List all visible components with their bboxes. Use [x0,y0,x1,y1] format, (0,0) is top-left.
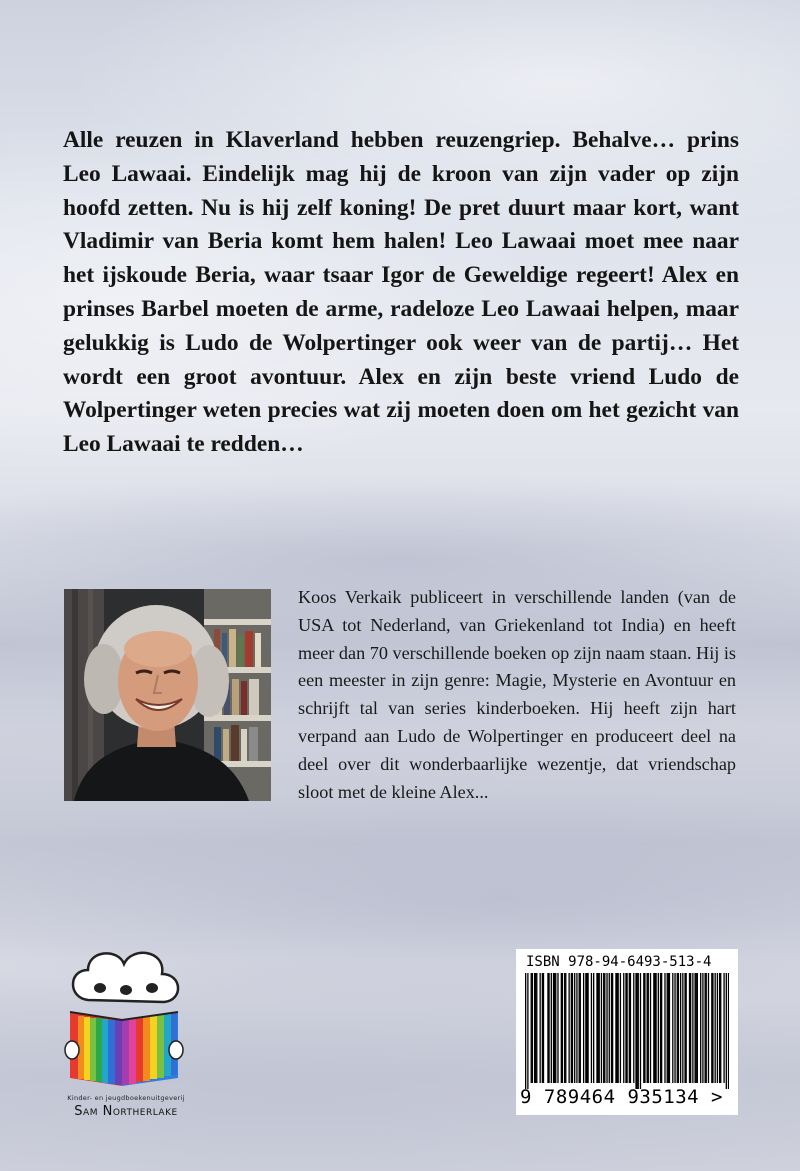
barcode-bar [604,973,605,1083]
barcode-bar [593,973,594,1083]
barcode-bar [726,973,727,1089]
barcode-bar [723,973,724,1083]
barcode-bar [542,973,543,1083]
barcode-bar [700,973,701,1083]
publisher-name: Sam Northerlake [74,1104,178,1119]
barcode-bar [680,973,681,1083]
barcode-bar [694,973,695,1083]
barcode-bar [623,973,624,1083]
barcode-bar [612,973,613,1083]
barcode-bar [554,973,555,1083]
barcode-bar [640,973,641,1089]
barcode-bar [644,973,645,1083]
barcode-bar [571,973,572,1083]
barcode-bar [555,973,556,1083]
barcode-bar [562,973,563,1083]
barcode-bar [650,973,651,1083]
barcode-bar [643,973,644,1083]
publisher-tagline: Kinder- en jeugdboekenuitgeverij [67,1094,185,1102]
barcode-bars [525,973,729,1089]
barcode-bar [648,973,649,1083]
barcode-digits: 9 789464 935134 > [520,1086,723,1108]
barcode-bar [715,973,716,1083]
barcode-bar [669,973,670,1083]
author-photo [64,589,271,801]
barcode-bar [586,973,587,1083]
barcode-bar [535,973,536,1083]
barcode-bar [678,973,679,1083]
barcode-bar [682,973,683,1083]
barcode-bar [626,973,627,1083]
barcode-bar [587,973,588,1083]
barcode-bar [697,973,698,1083]
barcode-bar [580,973,581,1083]
barcode-bar [536,973,537,1083]
isbn-label: ISBN 978-94-6493-513-4 [526,954,712,970]
barcode-bar [561,973,562,1083]
barcode-bar [702,973,703,1083]
barcode-bar [708,973,709,1083]
barcode-bar [664,973,665,1083]
barcode-bar [539,973,540,1083]
barcode-bar [532,973,533,1083]
barcode-bar [576,973,577,1083]
barcode-bar [574,973,575,1083]
author-bio: Koos Verkaik publiceert in verschillende landen (van de USA tot Nederland, van Griekenland tot India) en heeft meer dan 70 verschillende boeken op zijn naam staan. Hij is een meester in zijn genre: Magie, Mysterie en Avontuur en schrijft tal van series kinderboeken. Hij heeft zijn hart verpand aan Ludo de Wolpertinger en produceert deel na deel over dit wonderbaarlijke wezentje, dat vriendschap sloot met de kleine Alex... [298,587,736,802]
barcode-bar [706,973,707,1083]
barcode-bar [591,973,592,1083]
barcode-bar [654,973,655,1083]
barcode-bar [618,973,619,1083]
barcode-bar [728,973,729,1089]
barcode-bar [596,973,597,1083]
barcode-bar [690,973,691,1083]
barcode-bar [655,973,656,1083]
barcode-bar [565,973,566,1083]
barcode-bar [667,973,668,1083]
barcode-bar [635,973,636,1089]
barcode-bar [603,973,604,1083]
barcode-bar [717,973,718,1083]
barcode-bar [661,973,662,1083]
barcode-bar [531,973,532,1083]
barcode-bar [629,973,630,1083]
barcode-bar [548,973,549,1083]
barcode-bar [557,973,558,1083]
publisher-logo [58,940,194,1120]
barcode-bar [674,973,675,1083]
barcode-bar [606,973,607,1083]
barcode-bar [711,973,712,1083]
barcode-bar [609,973,610,1083]
barcode-bar [601,973,602,1083]
barcode-bar [686,973,687,1083]
barcode-bar [692,973,693,1083]
barcode-bar [638,973,639,1089]
barcode-bar [525,973,526,1089]
isbn-barcode [516,949,738,1115]
barcode-bar [633,973,634,1083]
barcode-bar [620,973,621,1083]
barcode-bar [712,973,713,1083]
barcode-bar [720,973,721,1083]
barcode-bar [568,973,569,1083]
barcode-bar [551,973,552,1083]
barcode-bar [630,973,631,1083]
barcode-bar [572,973,573,1083]
barcode-bar [672,973,673,1083]
barcode-bar [543,973,544,1083]
cover-blurb: Alle reuzen in Klaverland hebben reuzengriep. Behalve… prins Leo Lawaai. Eindelijk mag hij de kroon van zijn vader op zijn hoofd zetten. Nu is hij zelf koning! De pret duurt maar kort, want Vladimir van Beria komt hem halen! Leo Lawaai moet mee naar het ijskoude Beria, waar tsaar Igor de Geweldige regeert! Alex en prinses Barbel moeten de arme, radeloze Leo Lawaai helpen, maar gelukkig is Ludo de Wolpertinger ook weer van de partij… Het wordt een groot avontuur. Alex en zijn beste vriend Ludo de Wolpertinger weten precies wat zij moeten doen om het gezicht van Leo Lawaai te redden… [63,127,739,458]
barcode-bar [527,973,528,1089]
barcode-bar [599,973,600,1083]
barcode-bar [583,973,584,1083]
barcode-bar [658,973,659,1083]
